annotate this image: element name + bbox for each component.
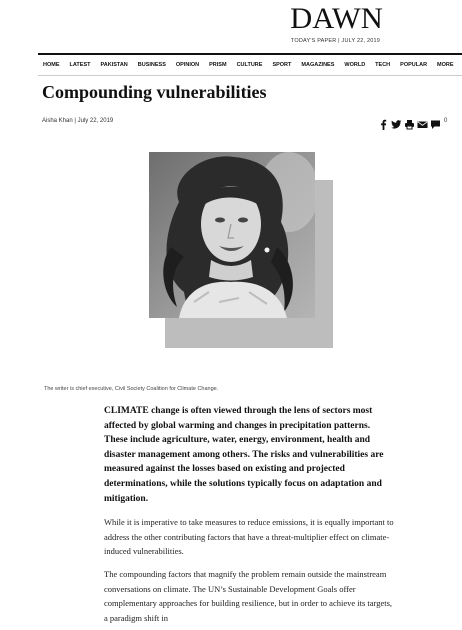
todays-paper-date[interactable]: TODAY'S PAPER | JULY 22, 2019: [290, 38, 380, 44]
nav-item-tech[interactable]: TECH: [375, 62, 391, 68]
twitter-icon[interactable]: [391, 115, 402, 126]
lead-text: change is often viewed through the lens of sectors most affected by global warming and changes in precipitation patterns. These include agriculture, water, energy, environment, health and disaster management among others. The risks and vulnerabilities are measured against the losses based on existing and projected determinations, while the solutions typically focus on adaptation and mitigation.: [104, 406, 384, 504]
facebook-icon[interactable]: [378, 115, 389, 126]
photo-caption: The writer is chief executive, Civil Society Coalition for Climate Change.: [44, 386, 219, 392]
nav-item-home[interactable]: HOME: [43, 62, 60, 68]
nav-item-opinion[interactable]: OPINION: [175, 62, 200, 68]
comment-icon[interactable]: [430, 115, 441, 126]
nav-item-popular[interactable]: POPULAR: [400, 62, 428, 68]
nav-item-culture[interactable]: CULTURE: [236, 62, 263, 68]
body-paragraph: While it is imperative to take measures to reduce emissions, it is equally important to address the other contributing factors that have a threat-multiplier effect on climate-induced vulnerabilities.: [104, 517, 394, 556]
print-icon[interactable]: [404, 115, 415, 126]
byline[interactable]: Aisha Khan | July 22, 2019: [42, 118, 114, 124]
main-nav: [38, 53, 462, 76]
nav-item-sport[interactable]: SPORT: [272, 62, 292, 68]
body-paragraph: The compounding factors that magnify the problem remain outside the mainstream conversations on climate. The UN’s Sustainable Development Goals offer complementary approaches for building resilience, but in order to achieve its targets, a paradigm shift in: [104, 569, 393, 623]
share-bar: [378, 115, 447, 126]
comment-count[interactable]: 0: [444, 117, 448, 124]
nav-item-latest[interactable]: LATEST: [69, 62, 91, 68]
nav-item-more[interactable]: MORE: [437, 62, 454, 68]
article-body: [104, 404, 394, 625]
nav-item-pakistan[interactable]: PAKISTAN: [100, 62, 128, 68]
nav-item-world[interactable]: WORLD: [344, 62, 366, 68]
article-headline: Compounding vulnerabilities: [42, 82, 267, 102]
masthead: [0, 0, 462, 52]
author-photo: [149, 152, 315, 318]
nav-item-magazines[interactable]: MAGAZINES: [301, 62, 335, 68]
dawn-logo[interactable]: DAWN: [290, 2, 383, 35]
email-icon[interactable]: [417, 115, 428, 126]
lead-paragraph: [104, 404, 394, 506]
nav-item-prism[interactable]: PRISM: [209, 62, 227, 68]
lead-first-word: CLIMATE: [104, 406, 149, 416]
nav-item-business[interactable]: BUSINESS: [137, 62, 166, 68]
